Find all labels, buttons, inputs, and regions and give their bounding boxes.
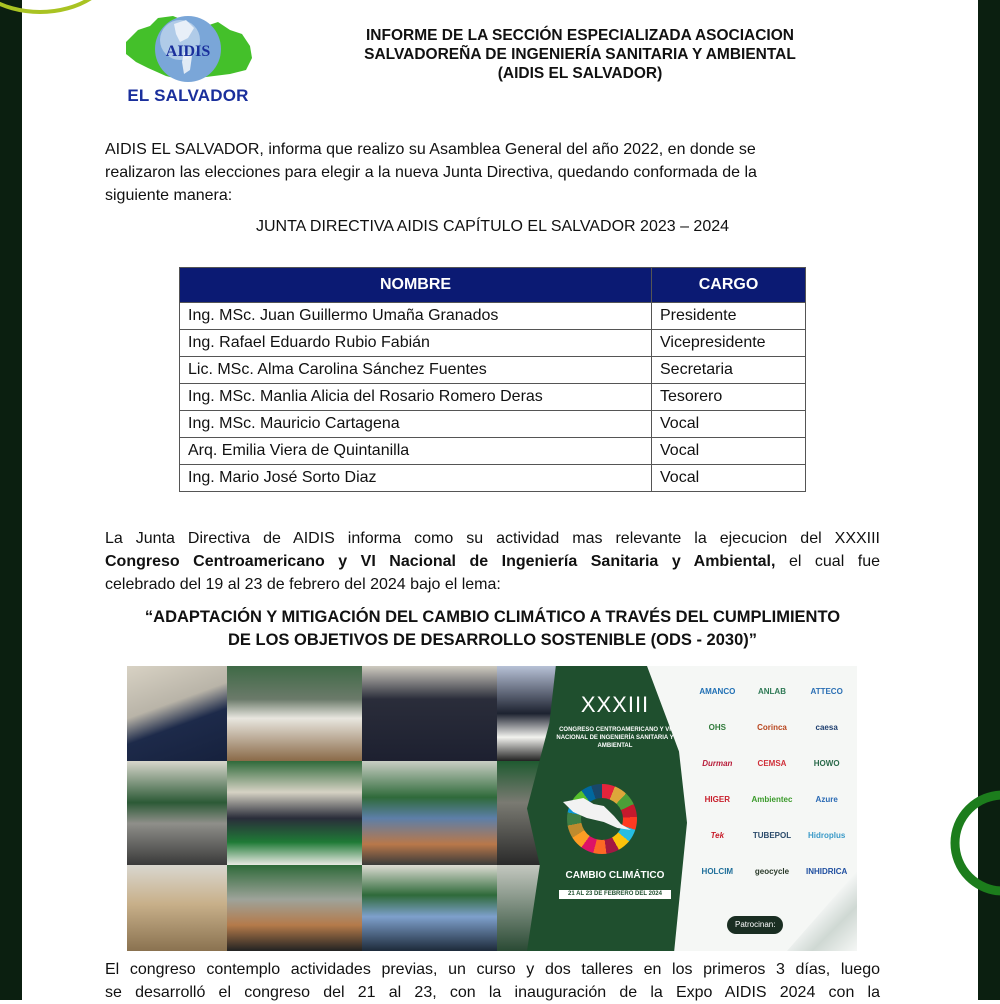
cell-cargo: Tesorero bbox=[652, 384, 806, 411]
photo-panel bbox=[227, 761, 362, 865]
table-row bbox=[180, 384, 806, 411]
sponsor-logo: geocycle bbox=[754, 867, 790, 876]
sponsor-logo: Corinca bbox=[757, 723, 787, 732]
sponsor-logo: AMANCO bbox=[699, 687, 736, 696]
photo-speaker-2 bbox=[127, 761, 227, 865]
motto-line: DE LOS OBJETIVOS DE DESARROLLO SOSTENIBLE (ODS - 2030)” bbox=[228, 631, 757, 649]
sponsor-logo: TUBEPOL bbox=[752, 831, 792, 840]
poster-theme: CAMBIO CLIMÁTICO bbox=[565, 870, 665, 881]
table-row bbox=[180, 411, 806, 438]
sponsor-logo: Durman bbox=[702, 759, 733, 768]
intro-line: realizaron las elecciones para elegir a la nueva Junta Directiva, quedando conformada de la bbox=[105, 164, 757, 181]
closing-paragraph bbox=[105, 958, 880, 1004]
photo-speaker-3 bbox=[127, 865, 227, 951]
table-header-row bbox=[180, 268, 806, 303]
cell-nombre: Lic. MSc. Alma Carolina Sánchez Fuentes bbox=[180, 357, 652, 384]
sponsor-logo: Hidroplus bbox=[807, 831, 846, 840]
sponsor-logo: CEMSA bbox=[757, 759, 787, 768]
cell-cargo: Presidente bbox=[652, 303, 806, 330]
closing-line: El congreso contemplo actividades previas, un curso y dos talleres en los primeros 3 días, luego bbox=[105, 961, 880, 978]
left-frame-bar bbox=[0, 0, 22, 1000]
intro-line: siguiente manera: bbox=[105, 187, 233, 204]
photo-presenter bbox=[362, 865, 497, 951]
document-title bbox=[300, 26, 860, 83]
activity-line: La Junta Directiva de AIDIS informa como su actividad mas relevante la ejecucion del XXXIII bbox=[105, 530, 880, 547]
sponsor-logo: Tek bbox=[710, 831, 725, 840]
sponsor-logos bbox=[692, 674, 852, 904]
poster-edition: XXXIII bbox=[580, 692, 650, 717]
sponsor-logo: HIGER bbox=[704, 795, 730, 804]
column-header-cargo: CARGO bbox=[652, 268, 806, 303]
cell-cargo: Vocal bbox=[652, 438, 806, 465]
title-line: SALVADOREÑA DE INGENIERÍA SANITARIA Y AMBIENTAL bbox=[364, 46, 796, 63]
poster-subtitle: CONGRESO CENTROAMERICANO Y VI NACIONAL DE INGENIERÍA SANITARIA Y AMBIENTAL bbox=[556, 727, 674, 749]
sponsor-logo: INHIDRICA bbox=[805, 867, 848, 876]
title-line: (AIDIS EL SALVADOR) bbox=[497, 65, 663, 82]
congress-name: Congreso Centroamericano y VI Nacional de Ingeniería Sanitaria y Ambiental, bbox=[105, 553, 776, 570]
sponsor-logo: ANLAB bbox=[757, 687, 786, 696]
cell-cargo: Vicepresidente bbox=[652, 330, 806, 357]
cell-nombre: Ing. Mario José Sorto Diaz bbox=[180, 465, 652, 492]
sponsor-logo: HOWO bbox=[813, 759, 840, 768]
sponsor-logo: OHS bbox=[708, 723, 726, 732]
board-table bbox=[179, 267, 806, 492]
photo-group bbox=[362, 666, 497, 761]
activity-line-rest: el cual fue bbox=[775, 553, 880, 570]
column-header-nombre: NOMBRE bbox=[180, 268, 652, 303]
table-row bbox=[180, 330, 806, 357]
cell-cargo: Vocal bbox=[652, 411, 806, 438]
table-row bbox=[180, 303, 806, 330]
table-row bbox=[180, 357, 806, 384]
intro-paragraph bbox=[105, 138, 880, 207]
cell-cargo: Secretaria bbox=[652, 357, 806, 384]
board-title: JUNTA DIRECTIVA AIDIS CAPÍTULO EL SALVADOR 2023 – 2024 bbox=[255, 218, 730, 235]
activity-line bbox=[105, 550, 880, 573]
photo-grid bbox=[127, 666, 587, 951]
photo-conference-room bbox=[362, 761, 497, 865]
sponsor-logo: ATTECO bbox=[810, 687, 843, 696]
photo-audience bbox=[227, 666, 362, 761]
closing-line: se desarrolló el congreso del 21 al 23, con la inauguración de la Expo AIDIS 2024 con la bbox=[105, 984, 880, 1001]
cell-nombre: Ing. MSc. Mauricio Cartagena bbox=[180, 411, 652, 438]
activity-line: celebrado del 19 al 23 de febrero del 2024 bajo el lema: bbox=[105, 576, 501, 593]
title-line: INFORME DE LA SECCIÓN ESPECIALIZADA ASOCIACION bbox=[366, 27, 794, 44]
sponsor-logo: Azure bbox=[815, 795, 838, 804]
sponsor-logo: caesa bbox=[815, 723, 838, 732]
cell-nombre: Ing. Rafael Eduardo Rubio Fabián bbox=[180, 330, 652, 357]
logo-country: EL SALVADOR bbox=[127, 86, 249, 105]
activity-paragraph bbox=[105, 527, 880, 596]
sponsor-logo: Ambientec bbox=[751, 795, 793, 804]
congress-motto bbox=[105, 606, 880, 652]
table-row bbox=[180, 438, 806, 465]
table-row bbox=[180, 465, 806, 492]
cell-cargo: Vocal bbox=[652, 465, 806, 492]
cell-nombre: Ing. MSc. Juan Guillermo Umaña Granados bbox=[180, 303, 652, 330]
poster-dates: 21 AL 23 DE FEBRERO DEL 2024 bbox=[559, 890, 671, 899]
sponsor-logo: HOLCIM bbox=[701, 867, 734, 876]
cell-nombre: Arq. Emilia Viera de Quintanilla bbox=[180, 438, 652, 465]
motto-line: “ADAPTACIÓN Y MITIGACIÓN DEL CAMBIO CLIMÁTICO A TRAVÉS DEL CUMPLIMIENTO bbox=[144, 608, 841, 626]
map-globe-icon bbox=[118, 12, 258, 90]
sponsor-badge: Patrocinan: bbox=[727, 916, 783, 934]
cell-nombre: Ing. MSc. Manlia Alicia del Rosario Romero Deras bbox=[180, 384, 652, 411]
intro-line: AIDIS EL SALVADOR, informa que realizo su Asamblea General del año 2022, en donde se bbox=[105, 141, 756, 158]
aidis-logo bbox=[118, 12, 258, 110]
right-frame-bar bbox=[978, 0, 1000, 1000]
congress-collage-image bbox=[127, 666, 857, 951]
photo-speaker bbox=[127, 666, 227, 761]
logo-aidis-text: AIDIS bbox=[165, 43, 211, 60]
photo-audience-2 bbox=[227, 865, 362, 951]
